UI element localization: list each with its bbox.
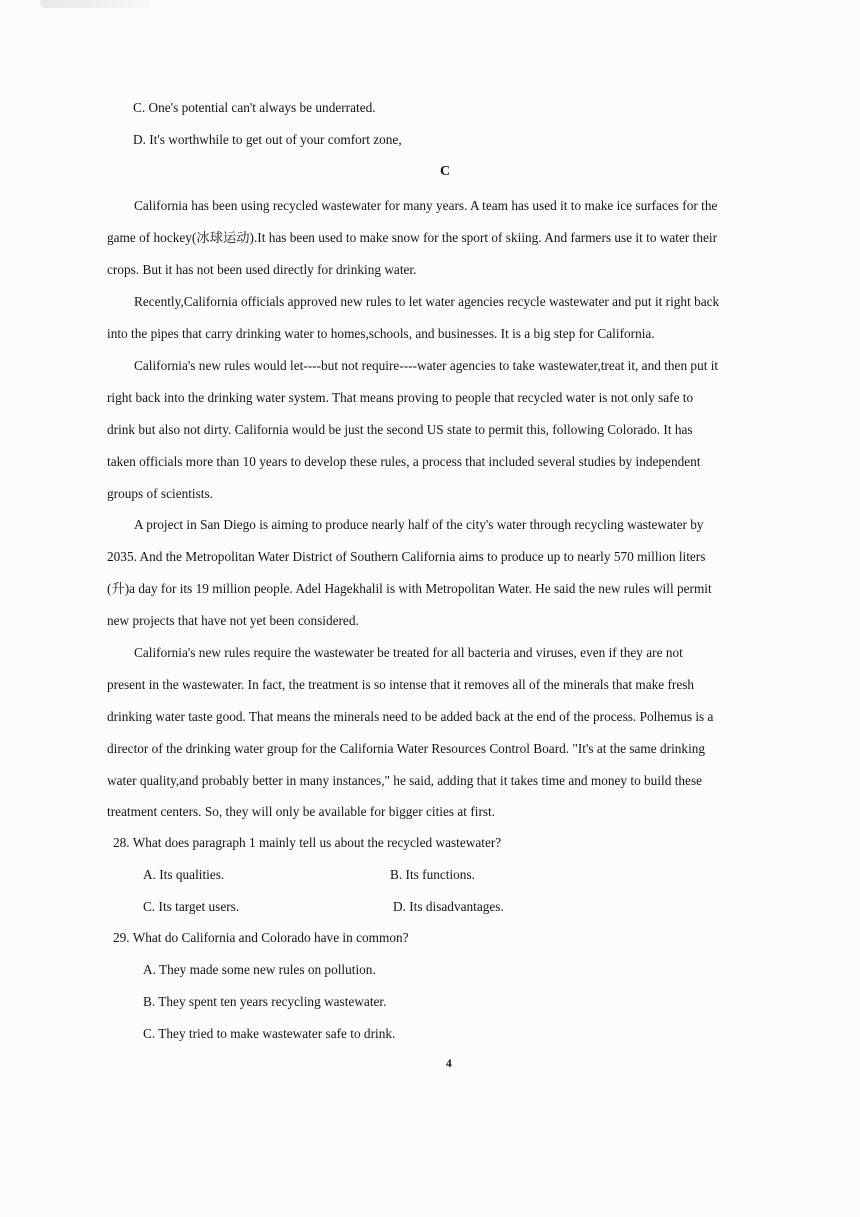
passage-line: director of the drinking water group for the California Water Resources Control Board. "It's at the same drinking — [107, 741, 706, 756]
passage-line: crops. But it has not been used directly for drinking water. — [107, 262, 417, 277]
question-29-option-a: A. They made some new rules on pollution. — [143, 962, 376, 977]
passage-line: present in the wastewater. In fact, the treatment is so intense that it removes all of the minerals that make fresh — [107, 677, 695, 692]
question-28-stem: 28. What does paragraph 1 mainly tell us about the recycled wastewater? — [113, 835, 502, 850]
passage-line: new projects that have not yet been considered. — [107, 613, 359, 628]
question-28-option-d: D. Its disadvantages. — [393, 899, 504, 914]
question-29-option-b: B. They spent ten years recycling wastewater. — [143, 994, 387, 1009]
passage-line: California's new rules would let----but not require----water agencies to take wastewater,treat it, and then put it — [134, 358, 719, 373]
passage-line: California has been using recycled wastewater for many years. A team has used it to make ice surfaces for the — [134, 198, 718, 213]
passage-line: drinking water taste good. That means the minerals need to be added back at the end of the process. Polhemus is a — [107, 709, 714, 724]
question-28-option-b: B. Its functions. — [390, 867, 475, 882]
passage-line: right back into the drinking water system. That means proving to people that recycled water is not only safe to — [107, 390, 694, 405]
passage-line: (升)a day for its 19 million people. Adel Hagekhalil is with Metropolitan Water. He said the new rules will permit — [107, 581, 712, 596]
passage-line: A project in San Diego is aiming to produce nearly half of the city's water through recycling wastewater by — [134, 517, 704, 532]
passage-line: game of hockey(冰球运动).It has been used to make snow for the sport of skiing. And farmers use it to water their — [107, 230, 718, 245]
question-29-stem: 29. What do California and Colorado have in common? — [113, 930, 409, 945]
passage-line: into the pipes that carry drinking water to homes,schools, and businesses. It is a big step for California. — [107, 326, 655, 341]
passage-line: water quality,and probably better in many instances," he said, adding that it takes time and money to build these — [107, 773, 703, 788]
question-28-option-c: C. Its target users. — [143, 899, 240, 914]
passage-line: taken officials more than 10 years to develop these rules, a process that included several studies by independent — [107, 454, 701, 469]
passage-line: drink but also not dirty. California would be just the second US state to permit this, following Colorado. It has — [107, 422, 693, 437]
passage-line: treatment centers. So, they will only be available for bigger cities at first. — [107, 804, 496, 819]
passage-line: groups of scientists. — [107, 486, 213, 501]
question-28-option-a: A. Its qualities. — [143, 867, 225, 882]
section-heading: C — [440, 164, 451, 179]
passage-line: Recently,California officials approved new rules to let water agencies recycle wastewater and put it right back — [134, 294, 720, 309]
scan-smudge — [40, 0, 150, 8]
prev-option-c: C. One's potential can't always be underrated. — [133, 100, 376, 115]
passage-line: 2035. And the Metropolitan Water District of Southern California aims to produce up to nearly 570 million liters — [107, 549, 706, 564]
page-number: 4 — [446, 1058, 452, 1070]
question-29-option-c: C. They tried to make wastewater safe to drink. — [143, 1026, 396, 1041]
passage-line: California's new rules require the wastewater be treated for all bacteria and viruses, even if they are not — [134, 645, 683, 660]
prev-option-d: D. It's worthwhile to get out of your comfort zone, — [133, 132, 402, 147]
